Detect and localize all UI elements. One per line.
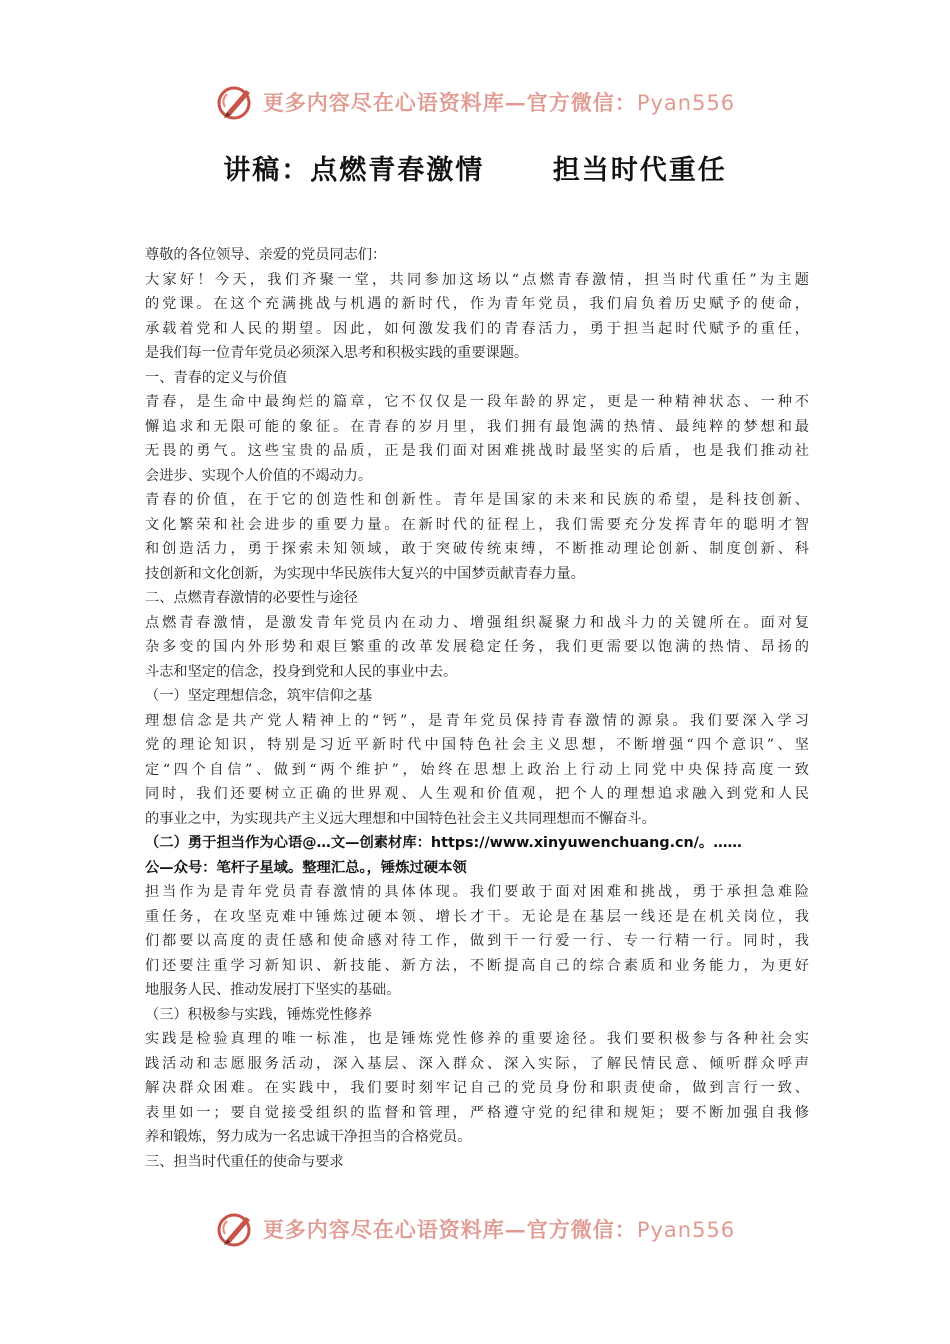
text-line: 技创新和文化创新，为实现中华民族伟大复兴的中国梦贡献青春力量。	[145, 565, 585, 582]
text-line: 的事业之中，为实现共产主义远大理想和中国特色社会主义共同理想而不懈奋斗。	[145, 810, 656, 827]
pen-logo-icon	[215, 1209, 255, 1249]
text-line: 地服务人民、推动发展打下坚实的基础。	[145, 982, 401, 998]
text-line: 大家好！今天，我们齐聚一堂，共同参加这场以“点燃青春激情，担当时代重任”为主题	[145, 271, 809, 288]
text-line: 的党课。在这个充满挑战与机遇的新时代，作为青年党员，我们肩负着历史赋予的使命，	[145, 296, 809, 312]
text-line: 三、担当时代重任的使命与要求	[145, 1153, 344, 1170]
text-line: 理想信念是共产党人精神上的“钙”，是青年党员保持青春激情的源泉。我们要深入学习	[145, 712, 809, 729]
text-line: 尊敬的各位领导、亲爱的党员同志们：	[145, 247, 387, 263]
text-line: 定“四个自信”、做到“两个维护”，始终在思想上政治上行动上同党中央保持高度一致	[145, 761, 809, 778]
text-line: 同时，我们还要树立正确的世界观、人生观和价值观，把个人的理想追求融入到党和人民	[145, 786, 809, 802]
text-line: 杂多变的国内外形势和艰巨繁重的改革发展稳定任务，我们更需要以饱满的热情、昂扬的	[145, 639, 809, 655]
banner-text	[263, 87, 735, 117]
text-line: 党的理论知识，特别是习近平新时代中国特色社会主义思想，不断增强“四个意识”、坚	[145, 737, 809, 753]
text-line: 们还要注重学习新知识、新技能、新方法，不断提高自己的综合素质和业务能力，为更好	[145, 957, 809, 974]
text-line: 担当作为是青年党员青春激情的具体体现。我们要敢于面对困难和挑战，勇于承担急难险	[145, 884, 809, 900]
text-line: 斗志和坚定的信念，投身到党和人民的事业中去。	[145, 663, 458, 680]
text-line: 承载着党和人民的期望。因此，如何激发我们的青春活力，勇于担当起时代赋予的重任，	[145, 320, 809, 337]
text-line: 会进步、实现个人价值的不竭动力。	[145, 467, 373, 484]
section-heading-line: 公—众号：笔杆子星域。整理汇总。，锤炼过硬本领	[145, 859, 467, 876]
document-body	[145, 243, 809, 1174]
text-line: 是我们每一位青年党员必须深入思考和积极实践的重要课题。	[145, 345, 529, 361]
text-line: 和创造活力，勇于探索未知领域，敢于突破传统束缚，不断推动理论创新、制度创新、科	[145, 541, 809, 557]
text-line: 懈追求和无限可能的象征。在青春的岁月里，我们拥有最饱满的热情、最纯粹的梦想和最	[145, 418, 809, 435]
text-line: 二、点燃青春激情的必要性与途径	[145, 590, 358, 606]
text-line: 文化繁荣和社会进步的重要力量。在新时代的征程上，我们需要充分发挥青年的聪明才智	[145, 516, 809, 533]
footer-watermark-banner	[0, 1207, 950, 1251]
text-line: 重任务，在攻坚克难中锤炼过硬本领、增长才干。无论是在基层一线还是在机关岗位，我	[145, 908, 809, 925]
text-line: 一、青春的定义与价值	[145, 369, 287, 386]
text-line: 点燃青春激情，是激发青年党员内在动力、增强组织凝聚力和战斗力的关键所在。面对复	[145, 614, 809, 631]
text-line: 表里如一；要自觉接受组织的监督和管理，严格遵守党的纪律和规矩；要不断加强自我修	[145, 1104, 809, 1121]
document-title: 讲稿：点燃青春激情 担当时代重任	[223, 155, 727, 186]
text-line: 们都要以高度的责任感和使命感对待工作，做到干一行爱一行、专一行精一行。同时，我	[145, 933, 809, 949]
section-heading-line: （二）勇于担当作为心语@…文—创素材库：https://www.xinyuwenchuang.cn/。……	[145, 835, 742, 851]
banner-wechat-id: Pyan556	[636, 91, 736, 115]
text-line: （三）积极参与实践，锤炼党性修养	[145, 1006, 373, 1023]
banner-cn-text: 更多内容尽在心语资料库—官方微信：	[262, 1217, 637, 1242]
banner-wechat-id: Pyan556	[636, 1218, 736, 1242]
text-line: 实践是检验真理的唯一标准，也是锤炼党性修养的重要途径。我们要积极参与各种社会实	[145, 1031, 809, 1047]
text-line: 青春的价值，在于它的创造性和创新性。青年是国家的未来和民族的希望，是科技创新、	[145, 492, 809, 508]
banner-cn-text: 更多内容尽在心语资料库—官方微信：	[262, 90, 637, 115]
text-line: 青春，是生命中最绚烂的篇章，它不仅仅是一段年龄的界定，更是一种精神状态、一种不	[145, 394, 809, 410]
text-line: 养和锻炼，努力成为一名忠诚干净担当的合格党员。	[145, 1129, 472, 1145]
header-watermark-banner	[0, 80, 950, 124]
text-line: 解决群众困难。在实践中，我们要时刻牢记自己的党员身份和职责使命，做到言行一致、	[145, 1080, 809, 1096]
text-line: （一）坚定理想信念，筑牢信仰之基	[145, 688, 373, 704]
pen-logo-icon	[215, 82, 255, 122]
banner-text	[263, 1214, 735, 1244]
text-line: 无畏的勇气。这些宝贵的品质，正是我们面对困难挑战时最坚实的后盾，也是我们推动社	[145, 443, 809, 459]
text-line: 践活动和志愿服务活动，深入基层、深入群众、深入实际，了解民情民意、倾听群众呼声	[145, 1055, 809, 1072]
